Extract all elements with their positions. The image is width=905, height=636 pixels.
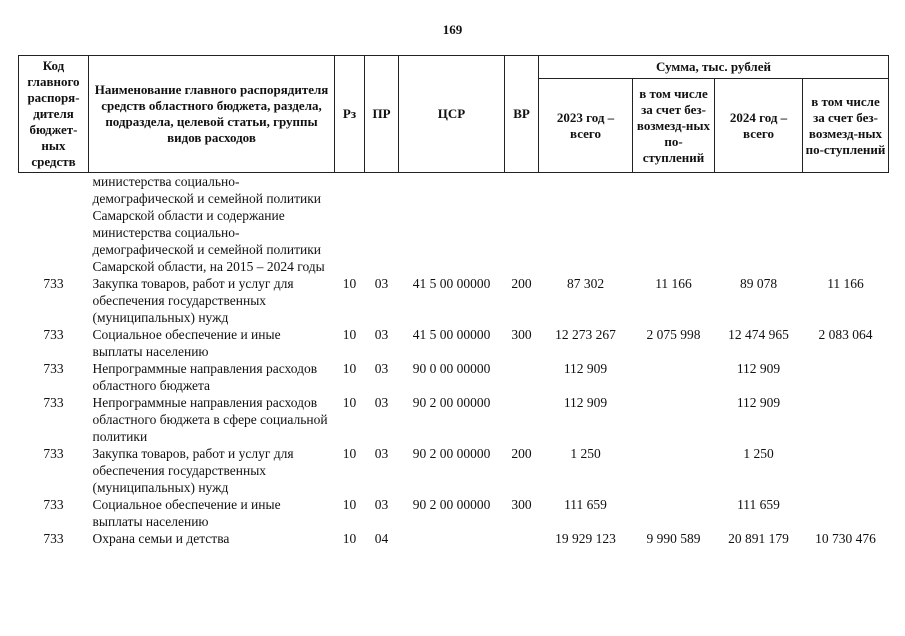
cell-pr: 03 (374, 446, 389, 461)
table-row (19, 275, 889, 326)
header-vr: ВР (505, 56, 539, 173)
cell-vr: 300 (511, 327, 532, 342)
cell-vr: 300 (511, 497, 532, 512)
cell-vr (505, 394, 539, 445)
cell-rz: 10 (342, 276, 357, 291)
cell-2024-free (803, 496, 889, 530)
table-body (19, 173, 889, 548)
cell-name: Закупка товаров, работ и услуг для обеспечения государственных (муниципальных) нужд (92, 446, 294, 495)
cell-vr (505, 530, 539, 547)
cell-2023-free (633, 394, 715, 445)
cell-vr: 200 (511, 276, 532, 291)
cell-2023-free (633, 445, 715, 496)
cell-pr: 03 (374, 327, 389, 342)
header-sum-group: Сумма, тыс. рублей (539, 56, 889, 79)
cell-csr: 90 0 00 00000 (412, 361, 491, 376)
cell-2024-free: 10 730 476 (815, 531, 876, 546)
cell-2023-total: 1 250 (570, 446, 601, 461)
cell-2024-free (803, 360, 889, 394)
continuation-name: министерства социально-демографической и семейной политики Самарской области и содержание министерства социально-демографической и семейной политики Самарской области, на 2015 – 2024 годы (92, 174, 325, 274)
cell-code: 733 (43, 395, 64, 410)
table-row (19, 445, 889, 496)
header-2024-total: 2024 год – всего (715, 79, 803, 173)
cell-2024-total: 89 078 (739, 276, 778, 291)
cell-name: Социальное обеспечение и иные выплаты населению (92, 327, 281, 359)
cell-rz: 10 (342, 531, 357, 546)
budget-table (18, 55, 889, 547)
cell-2023-total: 111 659 (564, 497, 607, 512)
cell-csr: 90 2 00 00000 (412, 497, 491, 512)
cell-csr: 41 5 00 00000 (412, 327, 491, 342)
table-row (19, 394, 889, 445)
header-2024-free: в том числе за счет без-возмезд-ных по-ступлений (803, 79, 889, 173)
cell-vr: 200 (511, 446, 532, 461)
cell-name: Непрограммные направления расходов областного бюджета (92, 361, 318, 393)
cell-rz: 10 (342, 395, 357, 410)
header-code: Код главного распоря-дителя бюджет-ных средств (19, 56, 89, 173)
header-csr: ЦСР (399, 56, 505, 173)
cell-2024-free (803, 394, 889, 445)
cell-code: 733 (43, 446, 64, 461)
cell-2023-total: 87 302 (566, 276, 605, 291)
table-row (19, 530, 889, 547)
cell-name: Закупка товаров, работ и услуг для обеспечения государственных (муниципальных) нужд (92, 276, 294, 325)
cell-2023-free: 2 075 998 (646, 327, 701, 342)
table-row (19, 360, 889, 394)
cell-code: 733 (43, 497, 64, 512)
cell-2024-free: 2 083 064 (818, 327, 873, 342)
cell-2024-total: 12 474 965 (728, 327, 789, 342)
table-row (19, 496, 889, 530)
header-rz: Рз (335, 56, 365, 173)
cell-code: 733 (43, 276, 64, 291)
page-number: 169 (442, 22, 463, 37)
cell-rz: 10 (342, 327, 357, 342)
cell-pr: 03 (374, 276, 389, 291)
cell-csr: 41 5 00 00000 (412, 276, 491, 291)
continuation-row (19, 173, 889, 276)
cell-2024-total: 111 659 (737, 497, 780, 512)
cell-2023-total: 112 909 (563, 395, 608, 410)
cell-name: Непрограммные направления расходов областного бюджета в сфере социальной политики (92, 395, 328, 444)
cell-2023-free (633, 496, 715, 530)
cell-pr: 03 (374, 497, 389, 512)
cell-2024-total: 20 891 179 (728, 531, 789, 546)
cell-2023-free (633, 360, 715, 394)
cell-2024-total: 112 909 (736, 395, 781, 410)
cell-pr: 03 (374, 361, 389, 376)
cell-2023-free: 9 990 589 (646, 531, 701, 546)
header-2023-free: в том числе за счет без-возмезд-ных по-ступлений (633, 79, 715, 173)
cell-2024-free (803, 445, 889, 496)
cell-2023-total: 112 909 (563, 361, 608, 376)
cell-pr: 03 (374, 395, 389, 410)
table-header (19, 56, 889, 173)
table-row (19, 326, 889, 360)
cell-pr: 04 (374, 531, 389, 546)
cell-name: Социальное обеспечение и иные выплаты населению (92, 497, 281, 529)
cell-2024-total: 112 909 (736, 361, 781, 376)
cell-code: 733 (43, 361, 64, 376)
cell-2024-total: 1 250 (743, 446, 774, 461)
header-name: Наименование главного распорядителя средств областного бюджета, раздела, подраздела, целевой статьи, группы видов расходов (89, 56, 335, 173)
cell-csr: 90 2 00 00000 (412, 395, 491, 410)
header-pr: ПР (365, 56, 399, 173)
cell-rz: 10 (342, 361, 357, 376)
cell-csr (399, 530, 505, 547)
cell-code: 733 (43, 327, 64, 342)
cell-csr: 90 2 00 00000 (412, 446, 491, 461)
cell-rz: 10 (342, 497, 357, 512)
cell-code: 733 (43, 531, 64, 546)
header-2023-total: 2023 год – всего (539, 79, 633, 173)
cell-2023-free: 11 166 (655, 276, 692, 291)
cell-2023-total: 12 273 267 (555, 327, 616, 342)
cell-2023-total: 19 929 123 (555, 531, 616, 546)
cell-vr (505, 360, 539, 394)
cell-rz: 10 (342, 446, 357, 461)
cell-2024-free: 11 166 (827, 276, 864, 291)
cell-name: Охрана семьи и детства (92, 531, 230, 546)
